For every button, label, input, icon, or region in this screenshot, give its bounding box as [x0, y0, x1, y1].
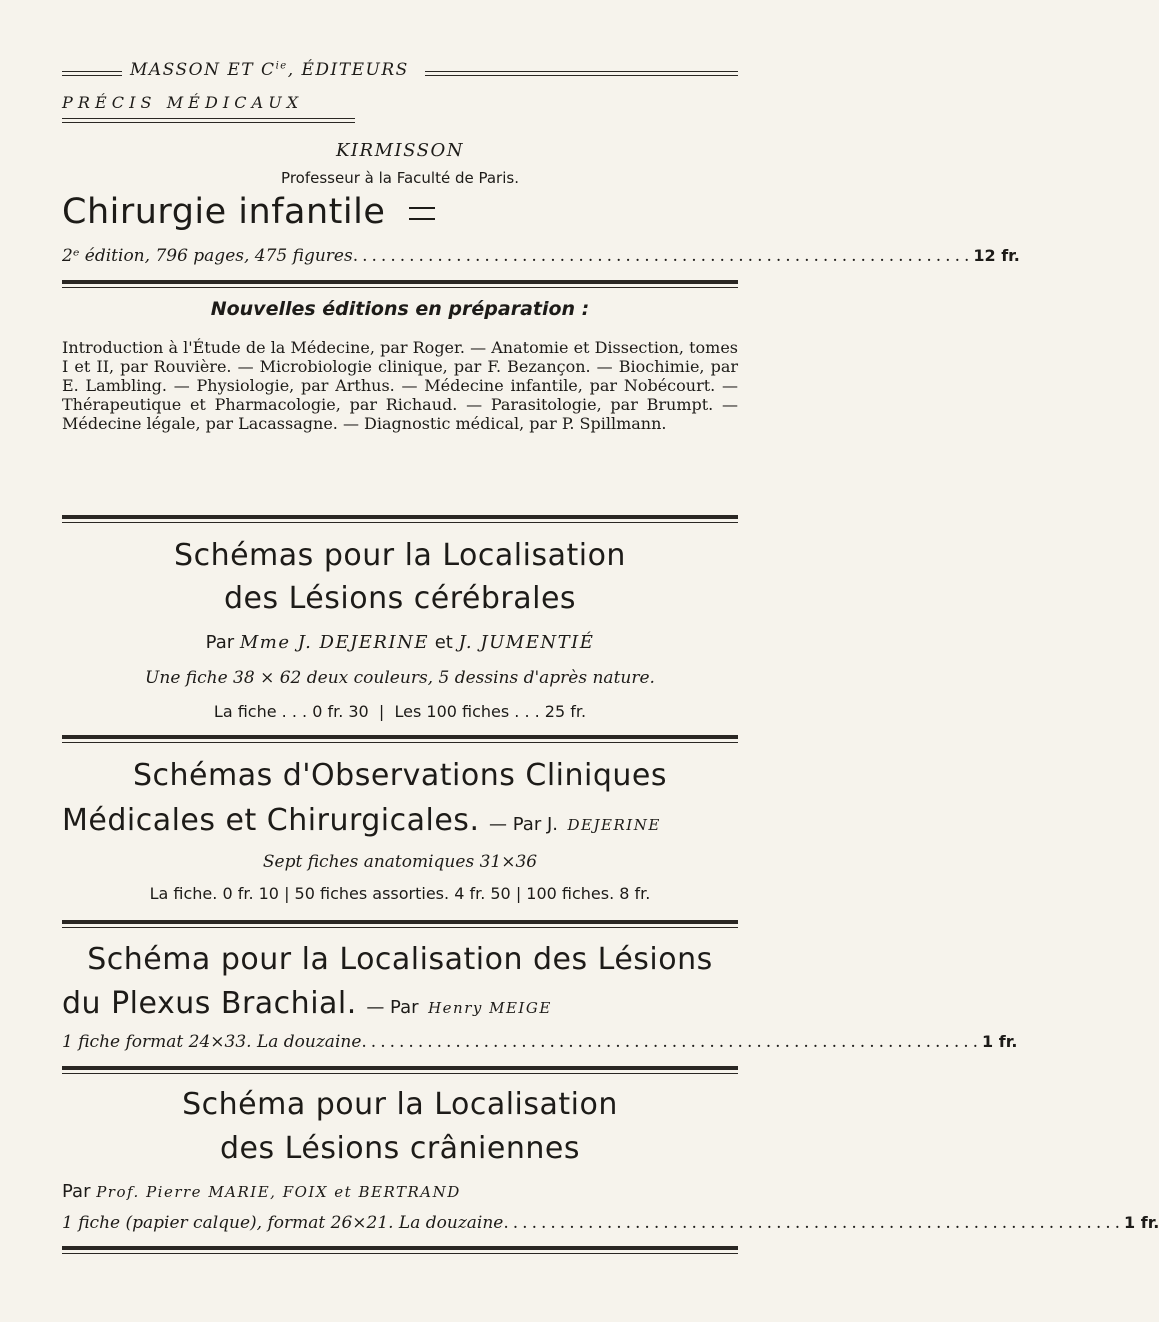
title-text: Chirurgie infantile	[62, 192, 386, 232]
new-editions-body: Introduction à l'Étude de la Médecine, par Roger. — Anatomie et Dissection, tomes I et II, par Rouvière. — Microbiologie clinique, par F. Bezançon. — Biochimie, par E. Lambling. — Physiologie, par Arthus. — Médecine infantile, par Nobécourt. — Thérapeutique et Pharmacologie, par Richaud. — Parasitologie, par Brumpt. — Médecine légale, par Lacassagne. — Diagnostic médical, par P. Spillmann.	[62, 338, 738, 433]
book4-author: Henry MEIGE	[428, 999, 552, 1017]
title-dash-ornament	[409, 207, 435, 220]
book5-title-line2: des Lésions crâniennes	[220, 1131, 580, 1166]
author-jumentie: J. JUMENTIÉ	[458, 632, 595, 653]
section-rule	[62, 1066, 738, 1070]
publisher-suffix: , ÉDITEURS	[287, 60, 409, 80]
book4-details-row	[62, 1032, 1018, 1052]
book1-price: 12 fr.	[973, 246, 1020, 265]
book2-price-single: La fiche . . . 0 fr. 30	[213, 702, 369, 721]
book2-price-hundred: Les 100 fiches . . . 25 fr.	[394, 702, 587, 721]
book4-description: 1 fiche format 24×33. La douzaine	[62, 1032, 362, 1052]
affiliation: Professeur à la Faculté de Paris.	[281, 169, 519, 187]
book3-author: DEJERINE	[567, 816, 661, 834]
publisher-line	[130, 60, 409, 80]
book2-description: Une fiche 38 × 62 deux couleurs, 5 dessins d'après nature.	[145, 668, 655, 688]
section-rule-thin	[62, 1253, 738, 1254]
price-separator: |	[373, 702, 390, 721]
series-underline	[62, 118, 355, 123]
section-rule-thin	[62, 522, 738, 523]
book4-price: 1 fr.	[982, 1032, 1018, 1051]
book5-details-row	[62, 1213, 1159, 1233]
header-rule-left	[62, 71, 122, 76]
and-label: et	[434, 632, 453, 653]
section-rule	[62, 1246, 738, 1250]
new-editions-heading: Nouvelles éditions en préparation :	[210, 298, 590, 320]
section-rule	[62, 735, 738, 739]
header-rule-right	[425, 71, 738, 76]
dot-leader: ..................................................................	[503, 1213, 1125, 1233]
section-rule	[62, 920, 738, 924]
book5-title-line1: Schéma pour la Localisation	[182, 1087, 618, 1122]
book3-title-line1: Schémas d'Observations Cliniques	[132, 758, 668, 793]
section-rule-thin	[62, 742, 738, 743]
publisher-name: MASSON ET C	[130, 60, 276, 80]
book5-by: Par	[62, 1181, 91, 1202]
series-title: P R É C I S M É D I C A U X	[62, 93, 299, 112]
section-rule-thin	[62, 287, 738, 288]
book3-by: — Par J.	[489, 814, 558, 835]
book2-prices	[0, 702, 800, 721]
book2-title-line2: des Lésions cérébrales	[223, 581, 577, 616]
book4-title-line1: Schéma pour la Localisation des Lésions	[87, 942, 713, 977]
book1-details-row	[62, 246, 1020, 266]
dot-leader: ..................................................................	[361, 1032, 983, 1052]
book2-title-line1: Schémas pour la Localisation	[174, 538, 626, 573]
book3-description: Sept fiches anatomiques 31×36	[262, 852, 538, 872]
section-rule-thin	[62, 1073, 738, 1074]
book4-title-line2: du Plexus Brachial.	[62, 986, 357, 1021]
section-rule-thin	[62, 927, 738, 928]
book5-authors	[62, 1181, 461, 1202]
section-rule	[62, 515, 738, 519]
section-rule	[62, 280, 738, 284]
book4-title-line2-row	[62, 986, 552, 1021]
author-dejerine: Mme J. DEJERINE	[239, 632, 429, 653]
dot-leader: ..................................................................	[352, 246, 974, 266]
by-label: Par	[205, 632, 235, 653]
book3-title-line2: Médicales et Chirurgicales.	[62, 803, 480, 838]
author-kirmisson: KIRMISSON	[335, 140, 464, 161]
book1-details: 2ᵉ édition, 796 pages, 475 figures	[62, 246, 353, 266]
book5-price: 1 fr.	[1124, 1213, 1159, 1232]
book3-title-line2-row	[62, 803, 661, 838]
book3-prices: La fiche. 0 fr. 10 | 50 fiches assorties. 4 fr. 50 | 100 fiches. 8 fr.	[149, 884, 651, 903]
book5-author: Prof. Pierre MARIE, FOIX et BERTRAND	[96, 1183, 461, 1201]
book2-authors	[0, 632, 800, 653]
book4-by: — Par	[366, 997, 419, 1018]
publisher-sup: ie	[275, 60, 288, 72]
title-chirurgie-infantile	[62, 192, 435, 232]
book5-description: 1 fiche (papier calque), format 26×21. La douzaine	[62, 1213, 504, 1233]
